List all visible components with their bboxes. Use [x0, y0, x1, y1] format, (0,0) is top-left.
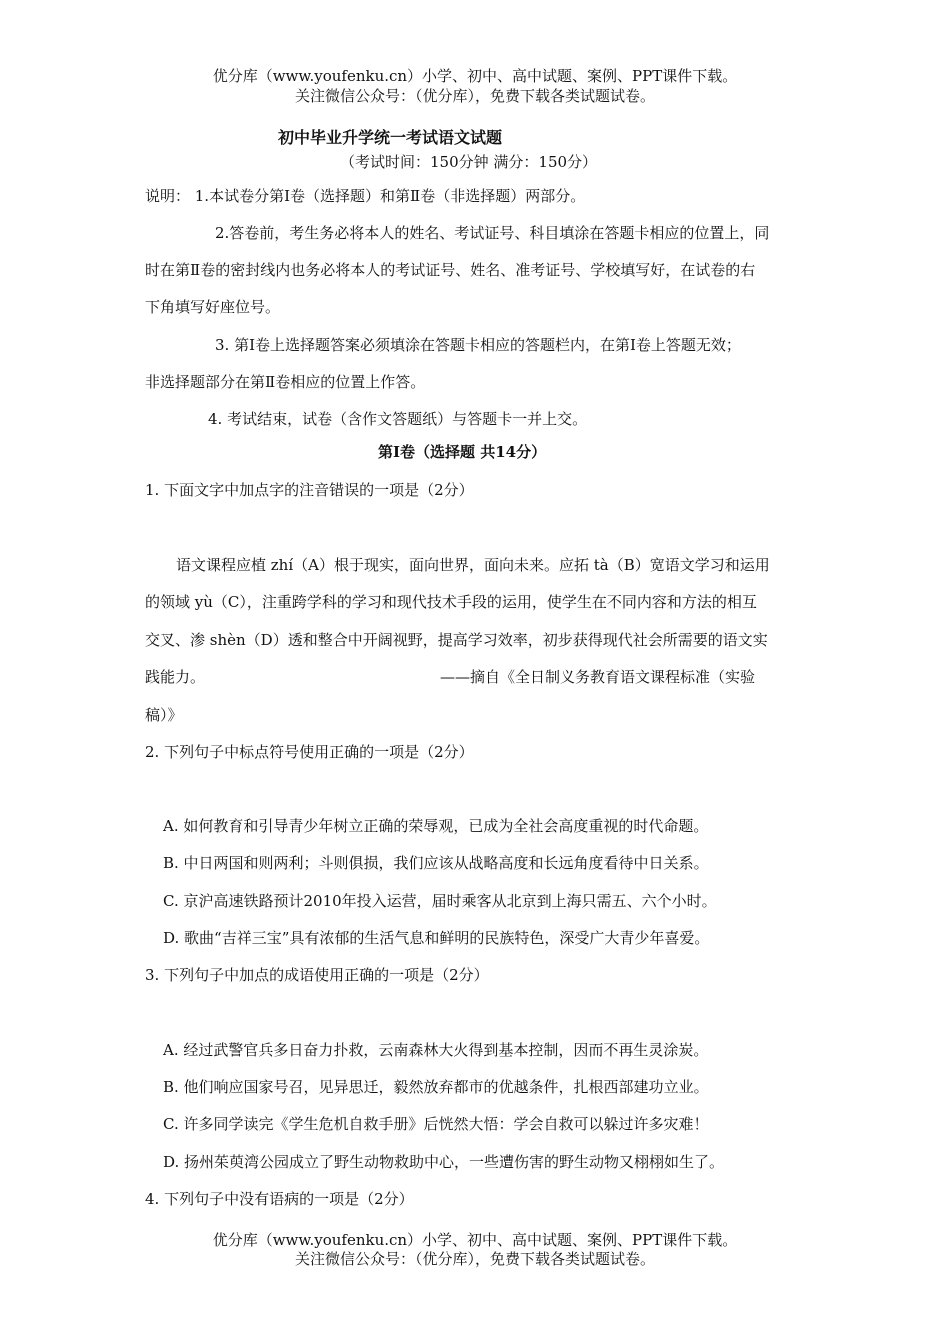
header-line-1: 优分库（www.youfenku.cn）小学、初中、高中试题、案例、PPT课件下载。: [212, 67, 738, 85]
question-2-option-d: D. 歌曲“吉祥三宝”具有浓郁的生活气息和鲜明的民族特色，深受广大青少年喜爱。: [163, 929, 710, 947]
question-2-stem: 2. 下列句子中标点符号使用正确的一项是（2分）: [145, 743, 474, 761]
question-1-passage-line-2: 的领域 yù（C），注重跨学科的学习和现代技术手段的运用，使学生在不同内容和方法的相互: [145, 593, 757, 611]
question-3-option-c: C. 许多同学读完《学生危机自救手册》后恍然大悟：学会自救可以躲过许多灾难！: [163, 1115, 709, 1133]
instructions-item-1: 说明： 1.本试卷分第Ⅰ卷（选择题）和第Ⅱ卷（非选择题）两部分。: [145, 187, 586, 205]
instructions-item-3-line-1: 3. 第Ⅰ卷上选择题答案必须填涂在答题卡相应的答题栏内，在第Ⅰ卷上答题无效；: [215, 336, 741, 354]
footer-line-2: 关注微信公众号：（优分库），免费下载各类试题试卷。: [294, 1250, 655, 1268]
section-1-title: 第Ⅰ卷（选择题 共14分）: [378, 443, 547, 461]
question-2-option-c: C. 京沪高速铁路预计2010年投入运营，届时乘客从北京到上海只需五、六个小时。: [163, 892, 717, 910]
question-1-source-end: 稿）》: [145, 706, 183, 724]
question-3-option-b: B. 他们响应国家号召，见异思迁，毅然放弃都市的优越条件，扎根西部建功立业。: [163, 1078, 709, 1096]
question-1-passage-line-1: 语文课程应植 zhí（A）根于现实，面向世界，面向未来。应拓 tà（B）宽语文学习和运用: [176, 556, 770, 574]
question-1-passage-line-3: 交叉、渗 shèn（D）透和整合中开阔视野，提高学习效率，初步获得现代社会所需要的语文实: [145, 631, 768, 649]
question-3-option-d: D. 扬州茱萸湾公园成立了野生动物救助中心，一些遭伤害的野生动物又栩栩如生了。: [163, 1153, 725, 1171]
instructions-item-3-line-2: 非选择题部分在第Ⅱ卷相应的位置上作答。: [145, 373, 426, 391]
question-2-option-a: A. 如何教育和引导青少年树立正确的荣辱观，已成为全社会高度重视的时代命题。: [163, 817, 709, 835]
exam-title: 初中毕业升学统一考试语文试题: [278, 128, 503, 147]
question-1-stem: 1. 下面文字中加点字的注音错误的一项是（2分）: [145, 481, 474, 499]
header-line-2: 关注微信公众号：（优分库），免费下载各类试题试卷。: [294, 87, 655, 105]
question-2-option-b: B. 中日两国和则两利；斗则俱损，我们应该从战略高度和长远角度看待中日关系。: [163, 854, 709, 872]
question-3-stem: 3. 下列句子中加点的成语使用正确的一项是（2分）: [145, 966, 489, 984]
question-1-passage-line-4: 践能力。: [145, 668, 206, 686]
instructions-item-2-line-3: 下角填写好座位号。: [145, 298, 281, 316]
question-4-stem: 4. 下列句子中没有语病的一项是（2分）: [145, 1190, 414, 1208]
question-1-source: ——摘自《全日制义务教育语文课程标准（实验: [440, 668, 756, 686]
footer-line-1: 优分库（www.youfenku.cn）小学、初中、高中试题、案例、PPT课件下载。: [212, 1231, 738, 1249]
instructions-item-2-line-1: 2.答卷前，考生务必将本人的姓名、考试证号、科目填涂在答题卡相应的位置上，同: [215, 224, 770, 242]
exam-subtitle: （考试时间：150分钟 满分：150分）: [340, 153, 598, 171]
question-3-option-a: A. 经过武警官兵多日奋力扑救，云南森林大火得到基本控制，因而不再生灵涂炭。: [163, 1041, 709, 1059]
instructions-item-2-line-2: 时在第Ⅱ卷的密封线内也务必将本人的考试证号、姓名、准考证号、学校填写好，在试卷的右: [145, 261, 756, 279]
instructions-item-4: 4. 考试结束，试卷（含作文答题纸）与答题卡一并上交。: [208, 410, 588, 428]
